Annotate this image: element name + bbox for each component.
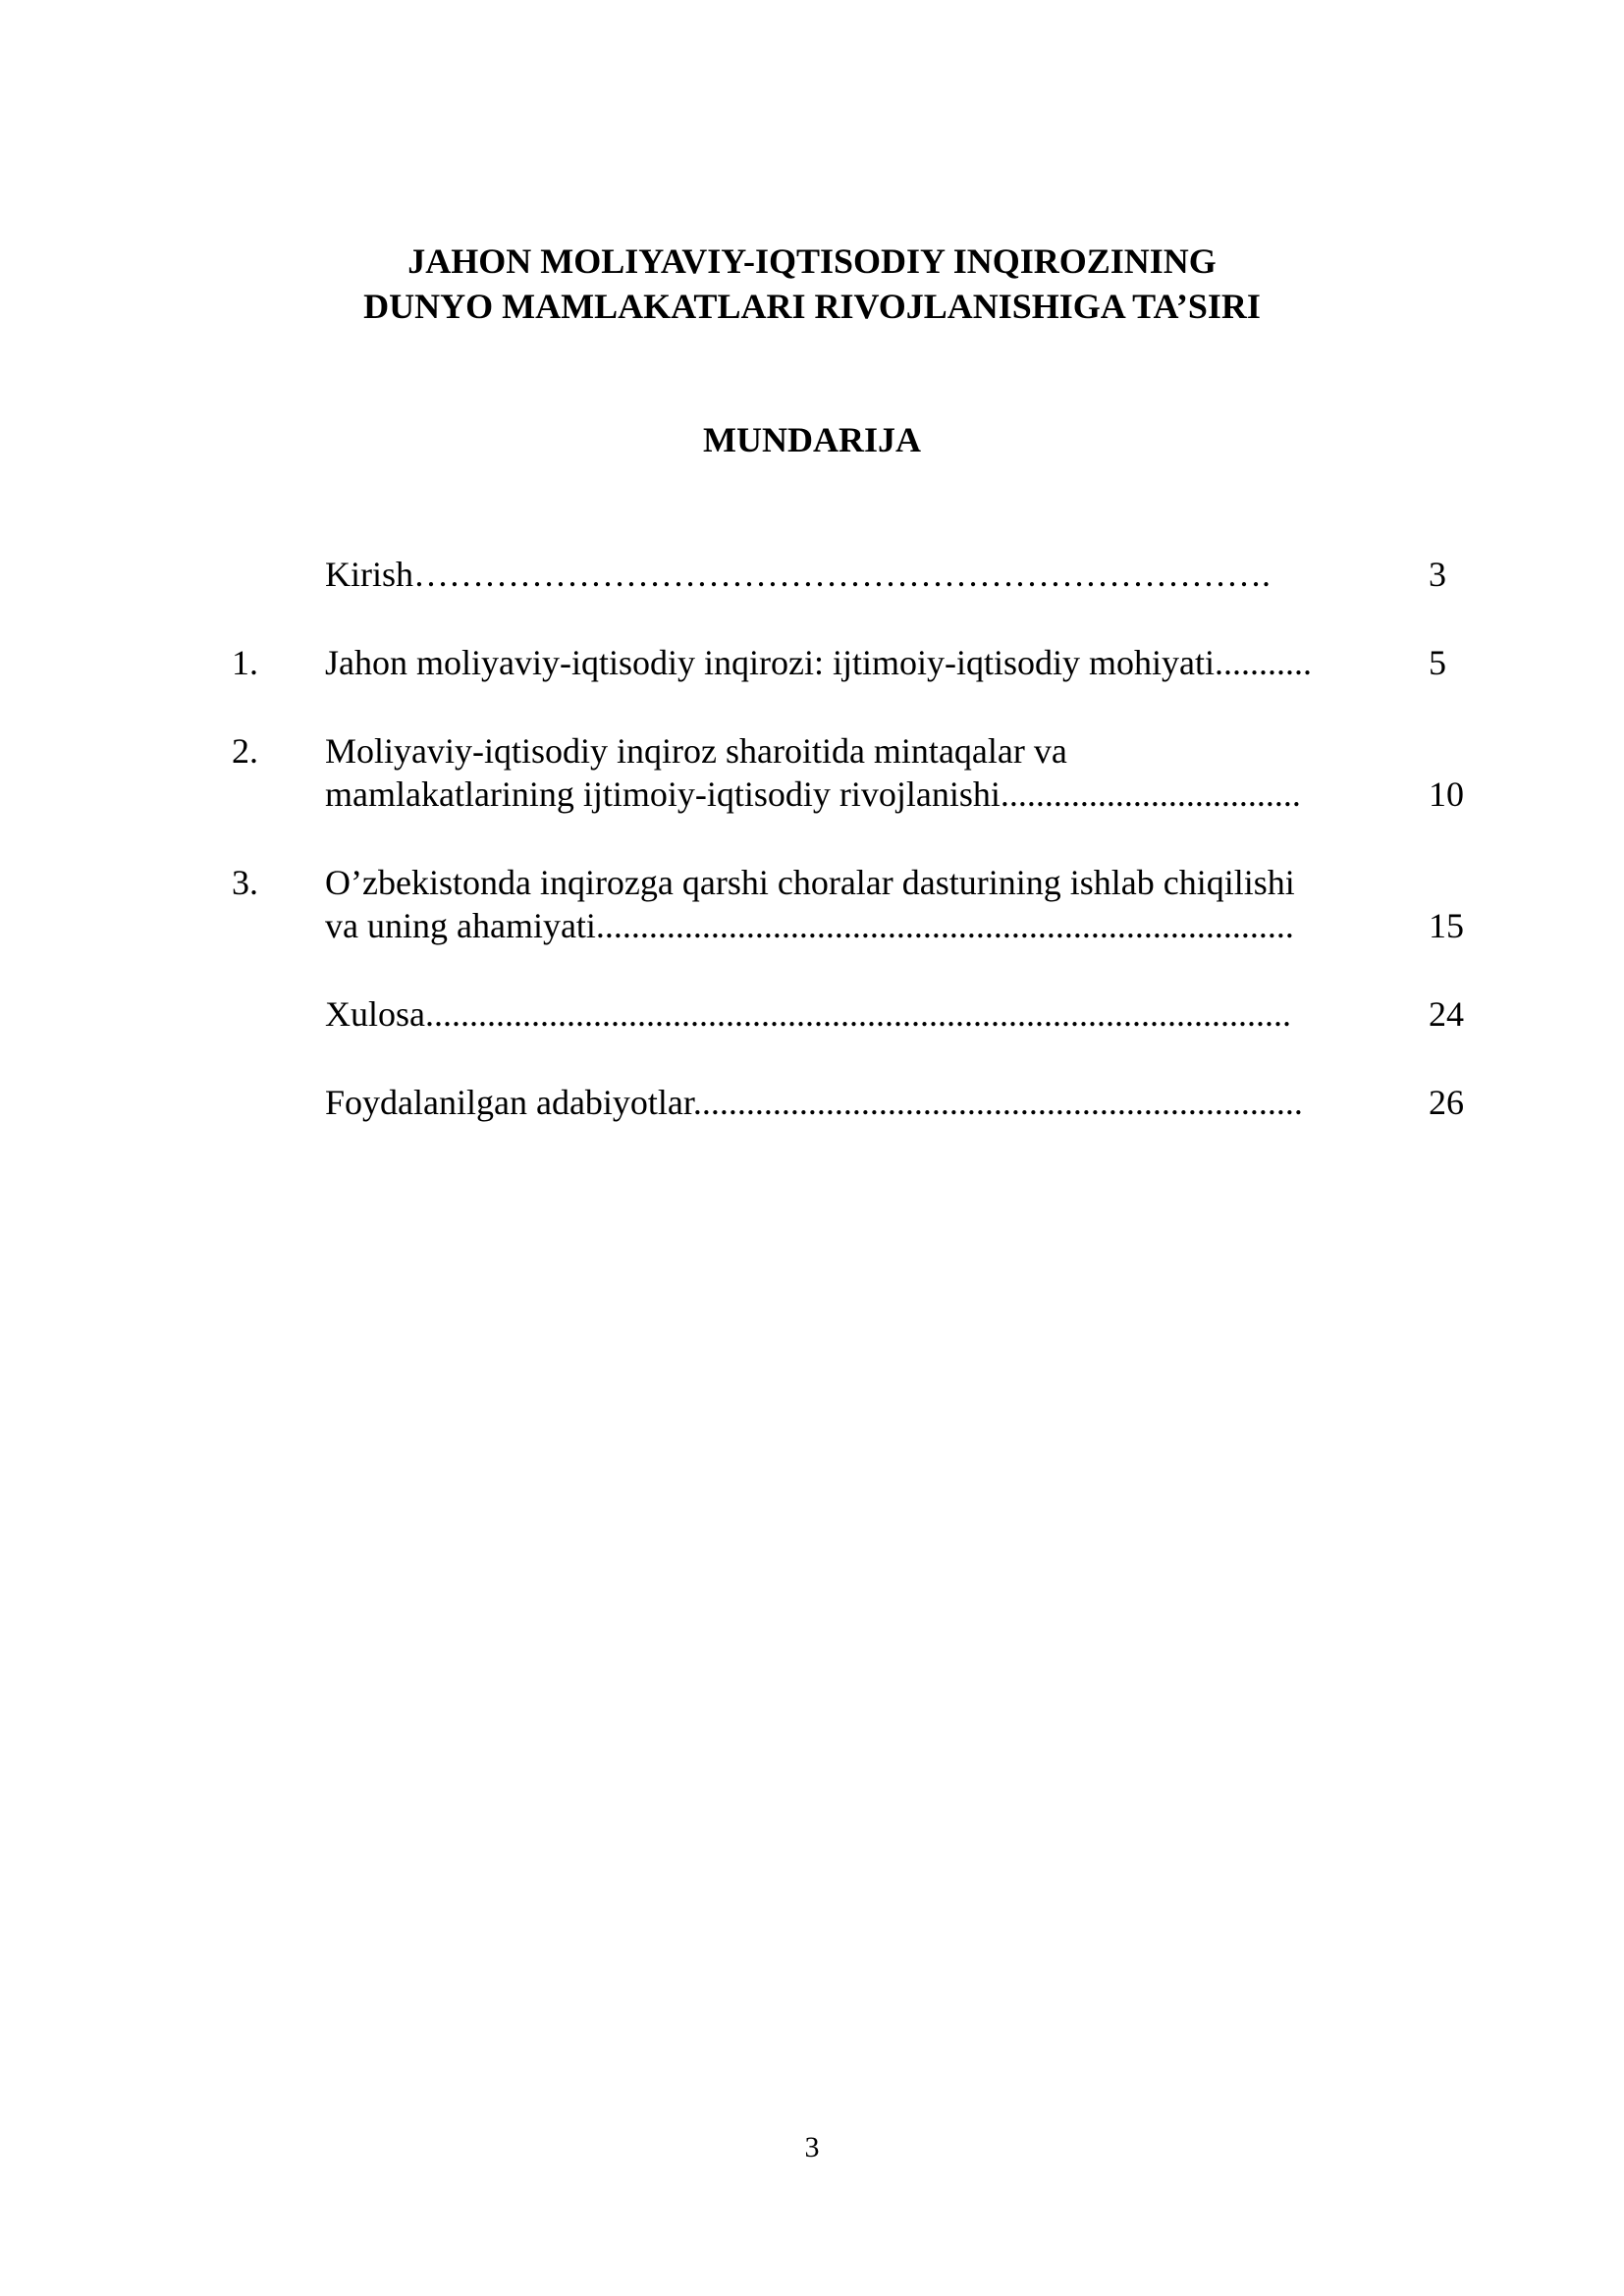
- document-title-line-1: JAHON MOLIYAVIY-IQTISODIY INQIROZINING: [407, 241, 1217, 281]
- document-title: [0, 239, 1624, 329]
- toc-entry-title: [325, 992, 1395, 1036]
- toc-entry-number: 1.: [232, 643, 258, 682]
- toc-entry-page: 3: [1429, 555, 1446, 594]
- toc-entry-title: [325, 641, 1395, 684]
- toc-entry-title-line: Xulosa..................................................................................................: [325, 994, 1291, 1034]
- toc-entry-number: 3.: [232, 863, 258, 902]
- toc-entry-page: 10: [1429, 774, 1464, 814]
- document-title-line-2: DUNYO MAMLAKATLARI RIVOJLANISHIGA TA’SIRI: [363, 287, 1261, 326]
- contents-heading: MUNDARIJA: [703, 420, 921, 459]
- toc-entry-page: 26: [1429, 1083, 1464, 1122]
- toc-entry-title-line: Jahon moliyaviy-iqtisodiy inqirozi: ijtimoiy-iqtisodiy mohiyati...........: [325, 643, 1312, 682]
- page-number: 3: [804, 2131, 820, 2163]
- toc-entry-number: 2.: [232, 731, 258, 771]
- toc-entry-title: [325, 1081, 1395, 1124]
- toc-entry-page: 5: [1429, 643, 1446, 682]
- toc-entry-title: [325, 553, 1395, 596]
- toc-entry-title-line: Moliyaviy-iqtisodiy inqiroz sharoitida mintaqalar va: [325, 731, 1067, 771]
- toc-entry-title: [325, 861, 1395, 947]
- toc-entry-title-line: va uning ahamiyati...............................................................................: [325, 906, 1294, 945]
- toc-entry-title-line: mamlakatlarining ijtimoiy-iqtisodiy rivojlanishi..................................: [325, 774, 1301, 814]
- toc-entry-title: [325, 729, 1395, 816]
- toc-entry-page: 24: [1429, 994, 1464, 1034]
- toc-entry-title-line: Foydalanilgan adabiyotlar.....................................................................: [325, 1083, 1303, 1122]
- toc-entry-title-line: Kirish……………………………………………………………….: [325, 555, 1271, 594]
- toc-entry-title-line: O’zbekistonda inqirozga qarshi choralar dasturining ishlab chiqilishi: [325, 863, 1295, 902]
- toc-entry-page: 15: [1429, 906, 1464, 945]
